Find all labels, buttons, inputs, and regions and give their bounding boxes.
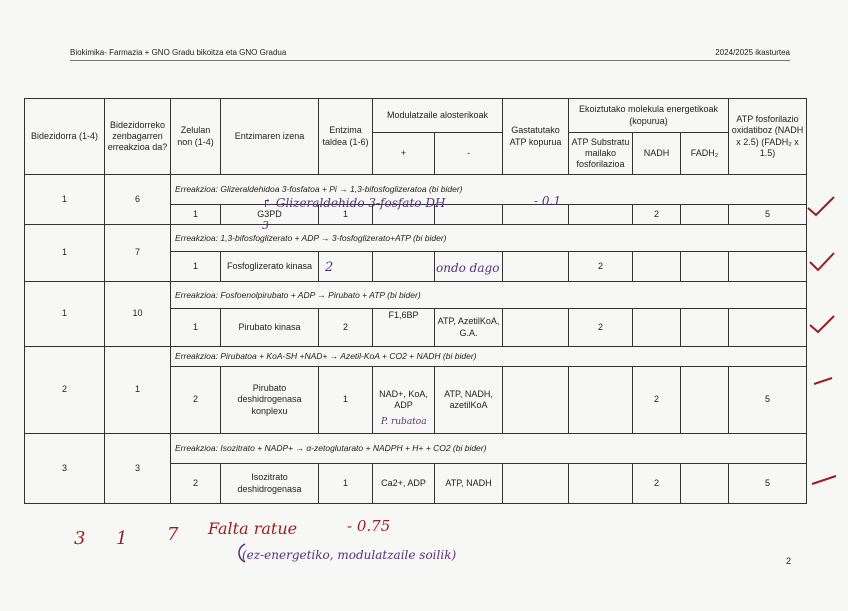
enzyme-table [24,98,807,504]
cell-bidezidorra: 3 [25,434,105,504]
cell-zelulan: 1 [171,309,221,347]
check-mark-icon [808,312,836,336]
cell-bidezidorra: 1 [25,225,105,282]
page-header [70,44,790,61]
cell-erreakzioa: 3 [105,434,171,504]
cell-entzima: Isozitrato deshidrogenasa [221,464,319,504]
annotation-row2-taldea: 2 [325,260,334,275]
cell-erreakzioa: 1 [105,347,171,434]
cell-erreakzioa: 7 [105,225,171,282]
cell-atp-gastatu [503,252,569,282]
annotation-row1-three: 3 [262,219,269,232]
cell-bidezidorra: 2 [25,347,105,434]
reaction-text: Erreakzioa: Isozitrato + NADP+ → α-zetoglutarato + NADPH + H+ + CO2 (bi bider) [171,434,807,464]
cell-entzima: Pirubato deshidrogenasa konplexu [221,367,319,434]
cell-atp-gastatu [503,464,569,504]
cell-nadh: 2 [633,367,681,434]
cell-plus: F1,6BP [373,309,435,347]
cell-fadh2 [681,252,729,282]
cell-erreakzioa: 6 [105,175,171,225]
cell-atp-substratu [569,205,633,225]
annotation-bottom-score: - 0.75 [347,517,391,535]
page-number: 2 [786,556,792,566]
annotation-row2-note: ondo dago [436,261,500,275]
cell-nadh [633,309,681,347]
check-mark-icon [806,194,836,218]
col-nadh: NADH [633,133,681,175]
annotation-bottom-number: 3 [74,528,86,549]
cell-atp-substratu [569,464,633,504]
cell-atp-gastatu [503,367,569,434]
cell-zelulan: 1 [171,252,221,282]
annotation-bottom-number: 7 [167,524,179,545]
col-minus: - [435,133,503,175]
reaction-text: Erreakzioa: 1,3-bifosfoglizerato + ADP → 3-fosfoglizerato+ATP (bi bider) [171,225,807,252]
cell-atp-substratu: 2 [569,309,633,347]
cell-nadh: 2 [633,464,681,504]
cell-entzima: Pirubato kinasa [221,309,319,347]
cell-taldea: 1 [319,367,373,434]
cell-atp-substratu: 2 [569,252,633,282]
cell-atp-oxid: 5 [729,367,807,434]
table-header-row [25,99,807,133]
cell-fadh2 [681,367,729,434]
cell-minus: ATP, AzetilKoA, G.A. [435,309,503,347]
table-row [25,282,807,309]
cell-zelulan: 1 [171,205,221,225]
cell-nadh: 2 [633,205,681,225]
cell-minus: ATP, NADH, azetilKoA [435,367,503,434]
course-title: Biokimika- Farmazia + GNO Gradu bikoitza eta GNO Gradua [70,48,287,57]
cell-erreakzioa: 10 [105,282,171,347]
cell-atp-gastatu [503,309,569,347]
col-atp-oxidatibo: ATP fosforilazio oxidatiboz (NADH x 2.5) (FADH₂ x 1.5) [729,99,807,175]
reaction-text: Erreakzioa: Pirubatoa + KoA-SH +NAD+ → Azetil-KoA + CO2 + NADH (bi bider) [171,347,807,367]
col-entzima-izena: Entzimaren izena [221,99,319,175]
cell-entzima: G3PD [221,205,319,225]
annotation-bottom-number: 1 [116,528,128,549]
table-row [25,347,807,367]
col-plus: + [373,133,435,175]
col-fadh2: FADH₂ [681,133,729,175]
annotation-row1-note: ↱ Glizeraldehido 3-fosfato DH [262,196,446,210]
cell-zelulan: 2 [171,367,221,434]
cell-atp-oxid: 5 [729,205,807,225]
cell-taldea: 1 [319,464,373,504]
reaction-text: Erreakzioa: Glizeraldehidoa 3-fosfatoa + Pi → 1,3-bifosfoglizeratoa (bi bider) [171,175,807,205]
col-entzima-taldea: Entzima taldea (1-6) [319,99,373,175]
dash-mark-icon [810,472,838,488]
cell-fadh2 [681,464,729,504]
cell-taldea: 2 [319,309,373,347]
col-atp-substratu: ATP Substratu mailako fosforilazioa [569,133,633,175]
table-row [25,434,807,464]
cell-atp-oxid: 5 [729,464,807,504]
cell-atp-substratu [569,367,633,434]
cell-fadh2 [681,205,729,225]
annotation-row4-extra: P. rubatoa [381,417,427,427]
col-ekoiztutako: Ekoiztutako molekula energetikoak (kopurua) [569,99,729,133]
annotation-row1-score: - 0.1 [534,194,561,208]
cell-bidezidorra: 1 [25,282,105,347]
cell-plus: Ca2+, ADP [373,464,435,504]
col-zelulan: Zelulan non (1-4) [171,99,221,175]
cell-plus [373,252,435,282]
col-modulatzaileak: Modulatzaile alosterikoak [373,99,503,133]
cell-atp-oxid [729,309,807,347]
check-mark-icon [808,250,836,274]
annotation-bottom-note: (ez-energetiko, modulatzaile soilik) [242,548,457,562]
cell-entzima: Fosfoglizerato kinasa [221,252,319,282]
reaction-text: Erreakzioa: Fosfoenolpirubato + ADP → Pirubato + ATP (bi bider) [171,282,807,309]
annotation-bottom-falta: Falta ratue [208,519,298,538]
cell-fadh2 [681,309,729,347]
arrow-curve-icon [236,542,248,564]
cell-plus: NAD+, KoA, ADP [373,367,435,434]
academic-year: 2024/2025 ikasturtea [715,48,790,57]
cell-nadh [633,252,681,282]
cell-taldea: 1 [319,205,373,225]
cell-minus: ATP, NADH [435,464,503,504]
cell-zelulan: 2 [171,464,221,504]
col-erreakzio-zenbakia: Bidezidorreko zenbagarren erreakzioa da? [105,99,171,175]
cell-bidezidorra: 1 [25,175,105,225]
col-bidezidorra: Bidezidorra (1-4) [25,99,105,175]
col-gastatutako-atp: Gastatutako ATP kopurua [503,99,569,175]
cell-atp-oxid [729,252,807,282]
table-row [25,225,807,252]
dash-mark-icon [812,374,836,388]
